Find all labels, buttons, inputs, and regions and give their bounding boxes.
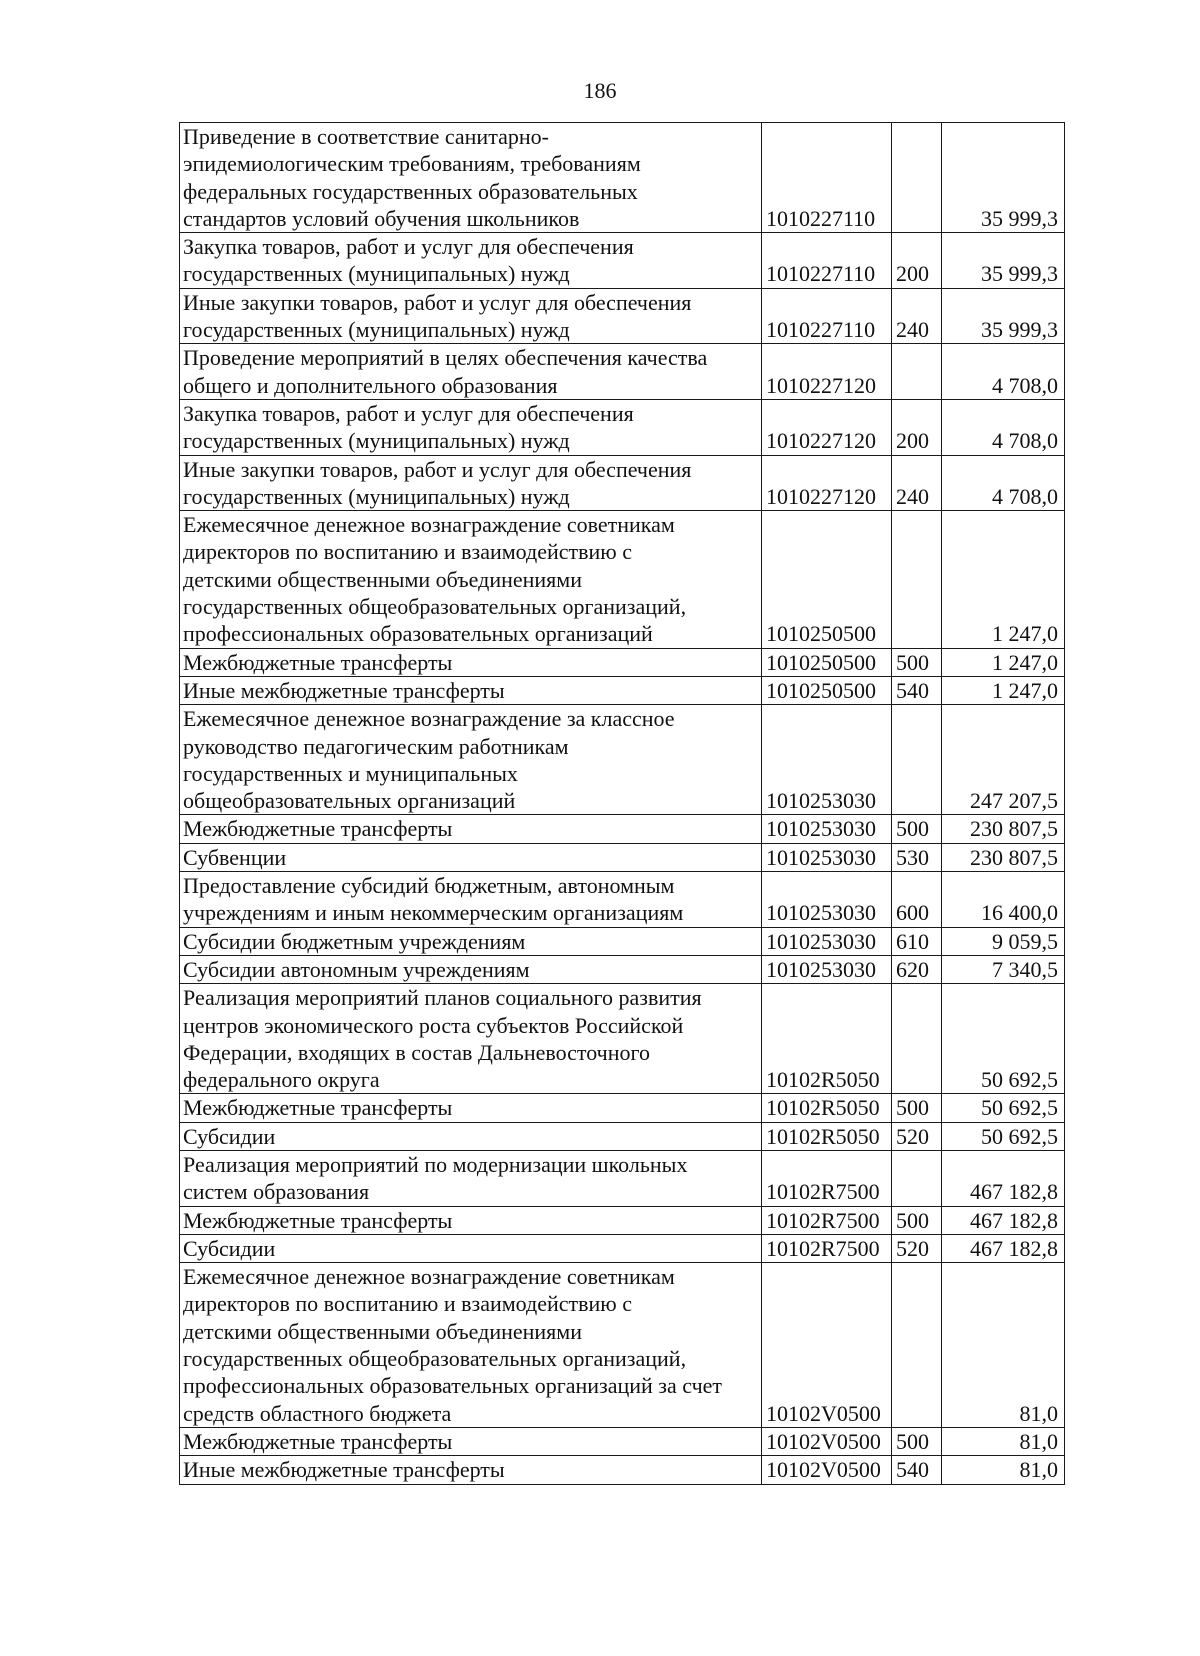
cell-name: Субсидии автономным учреждениям	[180, 955, 762, 983]
cell-target-code: 10102R7500	[762, 1150, 892, 1206]
cell-amount: 35 999,3	[942, 123, 1065, 233]
table-row	[180, 344, 1065, 400]
cell-name: Субсидии	[180, 1234, 762, 1262]
cell-expense-type	[892, 1263, 942, 1428]
cell-name: Реализация мероприятий по модернизации школьных систем образования	[180, 1150, 762, 1206]
cell-name: Межбюджетные трансферты	[180, 1094, 762, 1122]
cell-expense-type: 540	[892, 1456, 942, 1484]
cell-expense-type: 500	[892, 1206, 942, 1234]
cell-name: Ежемесячное денежное вознаграждение за классное руководство педагогическим работникам государственных и муниципальных общеобразовательных организаций	[180, 705, 762, 815]
table-row	[180, 1122, 1065, 1150]
table-row	[180, 676, 1065, 704]
cell-name: Иные межбюджетные трансферты	[180, 676, 762, 704]
cell-amount: 1 247,0	[942, 511, 1065, 648]
table-row	[180, 815, 1065, 843]
cell-name: Закупка товаров, работ и услуг для обеспечения государственных (муниципальных) нужд	[180, 399, 762, 455]
cell-expense-type: 240	[892, 455, 942, 511]
cell-target-code: 10102R5050	[762, 1094, 892, 1122]
cell-expense-type: 600	[892, 872, 942, 928]
cell-target-code: 1010227120	[762, 399, 892, 455]
cell-amount: 467 182,8	[942, 1206, 1065, 1234]
table-row	[180, 1427, 1065, 1455]
cell-name: Субсидии	[180, 1122, 762, 1150]
cell-target-code: 1010250500	[762, 648, 892, 676]
cell-target-code: 10102R5050	[762, 984, 892, 1094]
cell-expense-type	[892, 705, 942, 815]
cell-expense-type: 500	[892, 1427, 942, 1455]
cell-name: Иные межбюджетные трансферты	[180, 1456, 762, 1484]
cell-amount: 467 182,8	[942, 1150, 1065, 1206]
cell-amount: 7 340,5	[942, 955, 1065, 983]
table-row	[180, 955, 1065, 983]
cell-amount: 35 999,3	[942, 288, 1065, 344]
cell-target-code: 10102V0500	[762, 1456, 892, 1484]
table-row	[180, 123, 1065, 233]
cell-expense-type: 200	[892, 399, 942, 455]
cell-name: Приведение в соответствие санитарно- эпидемиологическим требованиям, требованиям федеральных государственных образовательных стандартов условий обучения школьников	[180, 123, 762, 233]
cell-expense-type: 500	[892, 648, 942, 676]
cell-target-code: 10102R7500	[762, 1206, 892, 1234]
cell-target-code: 1010253030	[762, 705, 892, 815]
cell-expense-type	[892, 123, 942, 233]
cell-target-code: 10102R5050	[762, 1122, 892, 1150]
cell-expense-type: 540	[892, 676, 942, 704]
table-row	[180, 843, 1065, 871]
cell-name: Межбюджетные трансферты	[180, 648, 762, 676]
cell-name: Межбюджетные трансферты	[180, 1427, 762, 1455]
cell-name: Закупка товаров, работ и услуг для обеспечения государственных (муниципальных) нужд	[180, 233, 762, 289]
cell-name: Реализация мероприятий планов социального развития центров экономического роста субъектов Российской Федерации, входящих в состав Дальневосточного федерального округа	[180, 984, 762, 1094]
cell-amount: 467 182,8	[942, 1234, 1065, 1262]
table-row	[180, 1234, 1065, 1262]
cell-name: Субвенции	[180, 843, 762, 871]
page-number: 186	[583, 78, 617, 103]
cell-expense-type: 500	[892, 1094, 942, 1122]
cell-name: Проведение мероприятий в целях обеспечения качества общего и дополнительного образования	[180, 344, 762, 400]
cell-name: Субсидии бюджетным учреждениям	[180, 927, 762, 955]
table-row	[180, 1150, 1065, 1206]
table-body	[180, 123, 1065, 1485]
cell-target-code: 1010227120	[762, 344, 892, 400]
cell-amount: 9 059,5	[942, 927, 1065, 955]
table-row	[180, 648, 1065, 676]
cell-amount: 16 400,0	[942, 872, 1065, 928]
table-row	[180, 1094, 1065, 1122]
table-row	[180, 1263, 1065, 1428]
cell-target-code: 1010227110	[762, 233, 892, 289]
cell-amount: 4 708,0	[942, 399, 1065, 455]
cell-amount: 1 247,0	[942, 676, 1065, 704]
cell-amount: 35 999,3	[942, 233, 1065, 289]
table-row	[180, 233, 1065, 289]
cell-expense-type: 610	[892, 927, 942, 955]
cell-expense-type	[892, 1150, 942, 1206]
cell-expense-type: 530	[892, 843, 942, 871]
table-row	[180, 288, 1065, 344]
table-row	[180, 927, 1065, 955]
table-row	[180, 872, 1065, 928]
cell-target-code: 1010250500	[762, 511, 892, 648]
cell-expense-type: 200	[892, 233, 942, 289]
table-row	[180, 1456, 1065, 1484]
cell-amount: 81,0	[942, 1263, 1065, 1428]
cell-name: Межбюджетные трансферты	[180, 815, 762, 843]
cell-amount: 4 708,0	[942, 455, 1065, 511]
cell-target-code: 1010253030	[762, 872, 892, 928]
cell-target-code: 10102V0500	[762, 1263, 892, 1428]
cell-expense-type: 240	[892, 288, 942, 344]
cell-target-code: 1010253030	[762, 955, 892, 983]
cell-amount: 81,0	[942, 1456, 1065, 1484]
cell-name: Предоставление субсидий бюджетным, автономным учреждениям и иным некоммерческим организациям	[180, 872, 762, 928]
cell-amount: 230 807,5	[942, 843, 1065, 871]
cell-name: Межбюджетные трансферты	[180, 1206, 762, 1234]
cell-amount: 50 692,5	[942, 1122, 1065, 1150]
cell-name: Иные закупки товаров, работ и услуг для обеспечения государственных (муниципальных) нужд	[180, 288, 762, 344]
cell-target-code: 1010227120	[762, 455, 892, 511]
table-row	[180, 511, 1065, 648]
cell-expense-type	[892, 984, 942, 1094]
cell-target-code: 1010250500	[762, 676, 892, 704]
cell-amount: 50 692,5	[942, 984, 1065, 1094]
cell-expense-type: 620	[892, 955, 942, 983]
cell-target-code: 10102R7500	[762, 1234, 892, 1262]
cell-expense-type	[892, 511, 942, 648]
cell-target-code: 1010227110	[762, 288, 892, 344]
cell-target-code: 10102V0500	[762, 1427, 892, 1455]
cell-target-code: 1010253030	[762, 815, 892, 843]
table-row	[180, 455, 1065, 511]
cell-expense-type: 520	[892, 1234, 942, 1262]
table-row	[180, 984, 1065, 1094]
cell-target-code: 1010227110	[762, 123, 892, 233]
cell-amount: 81,0	[942, 1427, 1065, 1455]
cell-name: Ежемесячное денежное вознаграждение советникам директоров по воспитанию и взаимодействию с детскими общественными объединениями государственных общеобразовательных организаций, профессиональных образовательных организаций за счет средств областного бюджета	[180, 1263, 762, 1428]
table-row	[180, 1206, 1065, 1234]
table-row	[180, 399, 1065, 455]
cell-name: Ежемесячное денежное вознаграждение советникам директоров по воспитанию и взаимодействию с детскими общественными объединениями государственных общеобразовательных организаций, профессиональных образовательных организаций	[180, 511, 762, 648]
cell-target-code: 1010253030	[762, 843, 892, 871]
table-row	[180, 705, 1065, 815]
cell-amount: 4 708,0	[942, 344, 1065, 400]
cell-amount: 230 807,5	[942, 815, 1065, 843]
cell-amount: 50 692,5	[942, 1094, 1065, 1122]
cell-amount: 1 247,0	[942, 648, 1065, 676]
cell-amount: 247 207,5	[942, 705, 1065, 815]
cell-target-code: 1010253030	[762, 927, 892, 955]
cell-expense-type: 520	[892, 1122, 942, 1150]
cell-expense-type: 500	[892, 815, 942, 843]
cell-expense-type	[892, 344, 942, 400]
budget-table	[179, 122, 1065, 1485]
cell-name: Иные закупки товаров, работ и услуг для обеспечения государственных (муниципальных) нужд	[180, 455, 762, 511]
